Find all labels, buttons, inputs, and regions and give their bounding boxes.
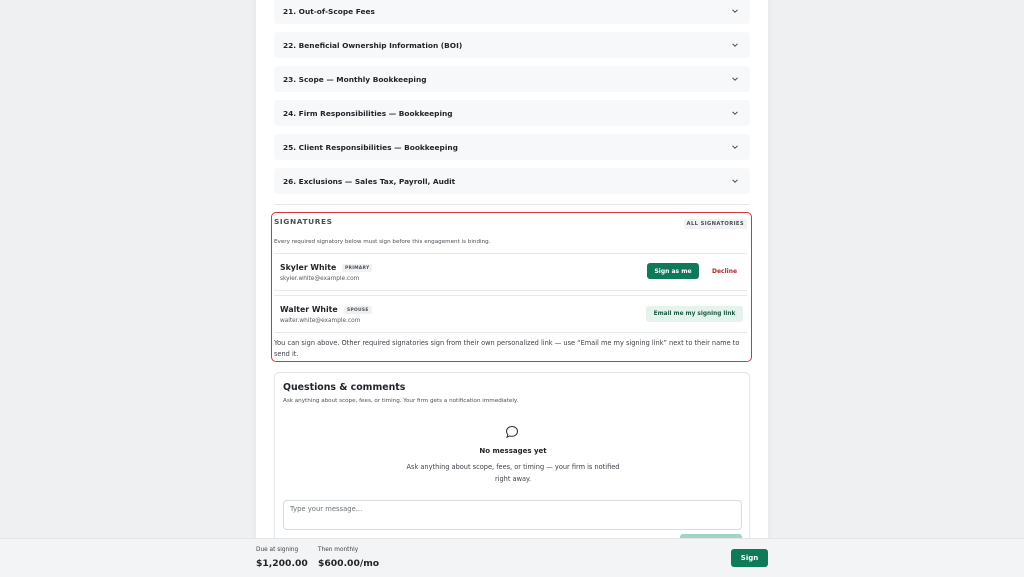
signatures-title: SIGNATURES: [274, 217, 333, 226]
section-25-client-responsibilities[interactable]: [274, 134, 750, 160]
divider: [274, 332, 747, 333]
divider: [274, 253, 747, 254]
signatures-note: You can sign above. Other required signatories sign from their own personalized link — use “Email me my signing link” next to their name to send it.: [274, 339, 740, 358]
section-title: 21. Out-of-Scope Fees: [283, 6, 375, 16]
empty-state-title: No messages yet: [479, 447, 547, 455]
signer-name: Walter White: [280, 305, 338, 314]
divider: [274, 295, 747, 296]
signer-name: Skyler White: [280, 263, 337, 272]
monthly-label: Then monthly: [318, 547, 359, 553]
chevron-down-icon: [730, 108, 740, 118]
comments-subtitle: Ask anything about scope, fees, or timing. Your firm gets a notification immediately.: [283, 398, 519, 404]
section-title: 25. Client Responsibilities — Bookkeeping: [283, 142, 458, 152]
chevron-down-icon: [730, 40, 740, 50]
message-input[interactable]: [283, 500, 742, 530]
chevron-down-icon: [730, 176, 740, 186]
due-label: Due at signing: [256, 547, 299, 553]
section-26-exclusions[interactable]: [274, 168, 750, 194]
monthly-value: $600.00/mo: [318, 558, 380, 569]
signatures-panel: [271, 212, 752, 362]
section-24-firm-responsibilities[interactable]: [274, 100, 750, 126]
divider: [274, 290, 747, 291]
section-title: 26. Exclusions — Sales Tax, Payroll, Audit: [283, 176, 456, 186]
section-21-out-of-scope-fees[interactable]: [274, 0, 750, 24]
signer-role-badge: PRIMARY: [342, 264, 372, 272]
decline-button[interactable]: Decline: [712, 268, 738, 275]
signatures-subtitle: Every required signatory below must sign before this engagement is binding.: [274, 239, 491, 245]
empty-state-hint: Ask anything about scope, fees, or timing — your firm is notified right away.: [406, 463, 620, 483]
all-signatories-badge: ALL SIGNATORIES: [684, 219, 747, 229]
divider: [274, 204, 750, 205]
chevron-down-icon: [730, 6, 740, 16]
chevron-down-icon: [730, 74, 740, 84]
section-title: 24. Firm Responsibilities — Bookkeeping: [283, 108, 453, 118]
section-23-scope-bookkeeping[interactable]: [274, 66, 750, 92]
signer-role-badge: SPOUSE: [344, 306, 372, 314]
chat-bubble-icon: [505, 425, 519, 439]
due-value: $1,200.00: [256, 558, 308, 569]
signer-email: skyler.white@example.com: [280, 276, 360, 282]
sign-button[interactable]: Sign: [731, 549, 768, 567]
signer-email: walter.white@example.com: [280, 318, 361, 324]
section-22-boi[interactable]: [274, 32, 750, 58]
chevron-down-icon: [730, 142, 740, 152]
comments-title: Questions & comments: [283, 382, 406, 393]
payment-footer: [0, 538, 1024, 577]
sign-as-me-button[interactable]: Sign as me: [647, 263, 699, 279]
section-title: 22. Beneficial Ownership Information (BOI): [283, 40, 463, 50]
email-signing-link-button[interactable]: Email me my signing link: [646, 306, 743, 322]
section-title: 23. Scope — Monthly Bookkeeping: [283, 74, 427, 84]
comments-panel: [274, 372, 750, 544]
